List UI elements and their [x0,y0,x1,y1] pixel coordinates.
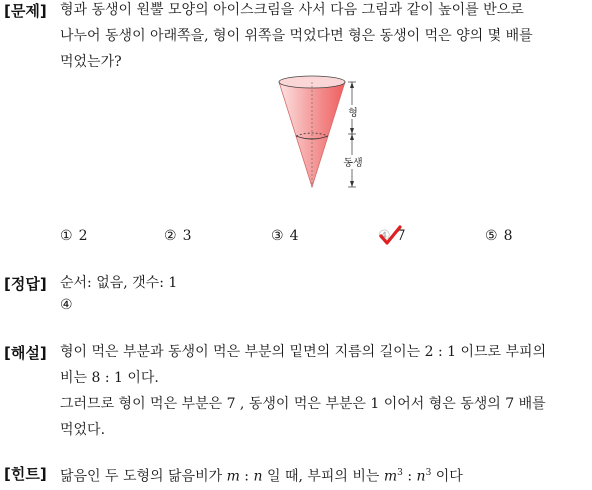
answer-label: [정답] [4,275,47,293]
problem-text [60,0,588,75]
problem-line-3: 먹었는가? [60,54,122,70]
cone-diagram [272,70,382,194]
problem-line-2: 나누어 동생이 아래쪽을, 형이 위쪽을 먹었다면 형은 동생이 먹은 양의 몇 배를 [60,28,533,44]
hint-n-cubed: n [416,468,426,485]
choice-2[interactable] [164,228,191,244]
answer-line-1: 순서: 없음, 갯수: 1 [60,275,178,291]
choice-1-value: 2 [78,228,88,244]
explanation-line-4: 먹었다. [60,422,106,438]
cone-figure [272,70,382,194]
choice-3-value: 4 [289,228,299,244]
choice-2-value: 3 [182,228,192,244]
hint-sep-2: : [402,468,417,485]
choices-row [0,228,592,248]
hint-text-after: 이다 [431,468,463,485]
hint-n: n [253,468,263,485]
explanation-line-2: 비는 8 : 1 이다. [60,370,159,386]
checkmark-icon [378,224,402,248]
choice-5[interactable] [485,228,512,244]
explanation-line-3: 그러므로 형이 먹은 부분은 7 , 동생이 먹은 부분은 1 이어서 형은 동생의 7 배를 [60,396,546,412]
hint-text-before: 닮음인 두 도형의 닮음비가 [60,468,227,485]
choice-3-number: ③ [271,228,284,244]
choice-4-value: 7 [396,228,406,244]
hint-m: m [226,468,240,485]
label-upper: 형 [348,108,358,119]
label-lower: 동생 [343,158,363,169]
explanation-line-1: 형이 먹은 부분과 동생이 먹은 부분의 밑면의 지름의 길이는 2 : 1 이므로 부피의 [60,344,547,360]
choice-3[interactable] [271,228,298,244]
hint-text-middle: 일 때, 부피의 비는 [262,468,384,485]
choice-1-number: ① [60,228,73,244]
hint-text [60,460,588,490]
problem-label: [문제] [4,2,47,20]
explanation-text [60,339,588,443]
problem-line-1: 형과 동생이 원뿔 모양의 아이스크림을 사서 다음 그림과 같이 높이를 반으로 [60,2,524,18]
choice-2-number: ② [164,228,177,244]
choice-4-number: ④ [378,228,391,244]
hint-m-cubed: m [383,468,398,485]
hint-exp-1: 3 [397,468,403,478]
answer-line-2: ④ [60,297,73,313]
hint-label: [힌트] [4,465,47,483]
explanation-label: [해설] [4,344,47,362]
hint-sep: : [239,468,254,485]
choice-5-number: ⑤ [485,228,498,244]
hint-exp-2: 3 [425,468,432,478]
choice-1[interactable] [60,228,87,244]
choice-5-value: 8 [503,228,513,244]
answer-text [60,270,588,318]
